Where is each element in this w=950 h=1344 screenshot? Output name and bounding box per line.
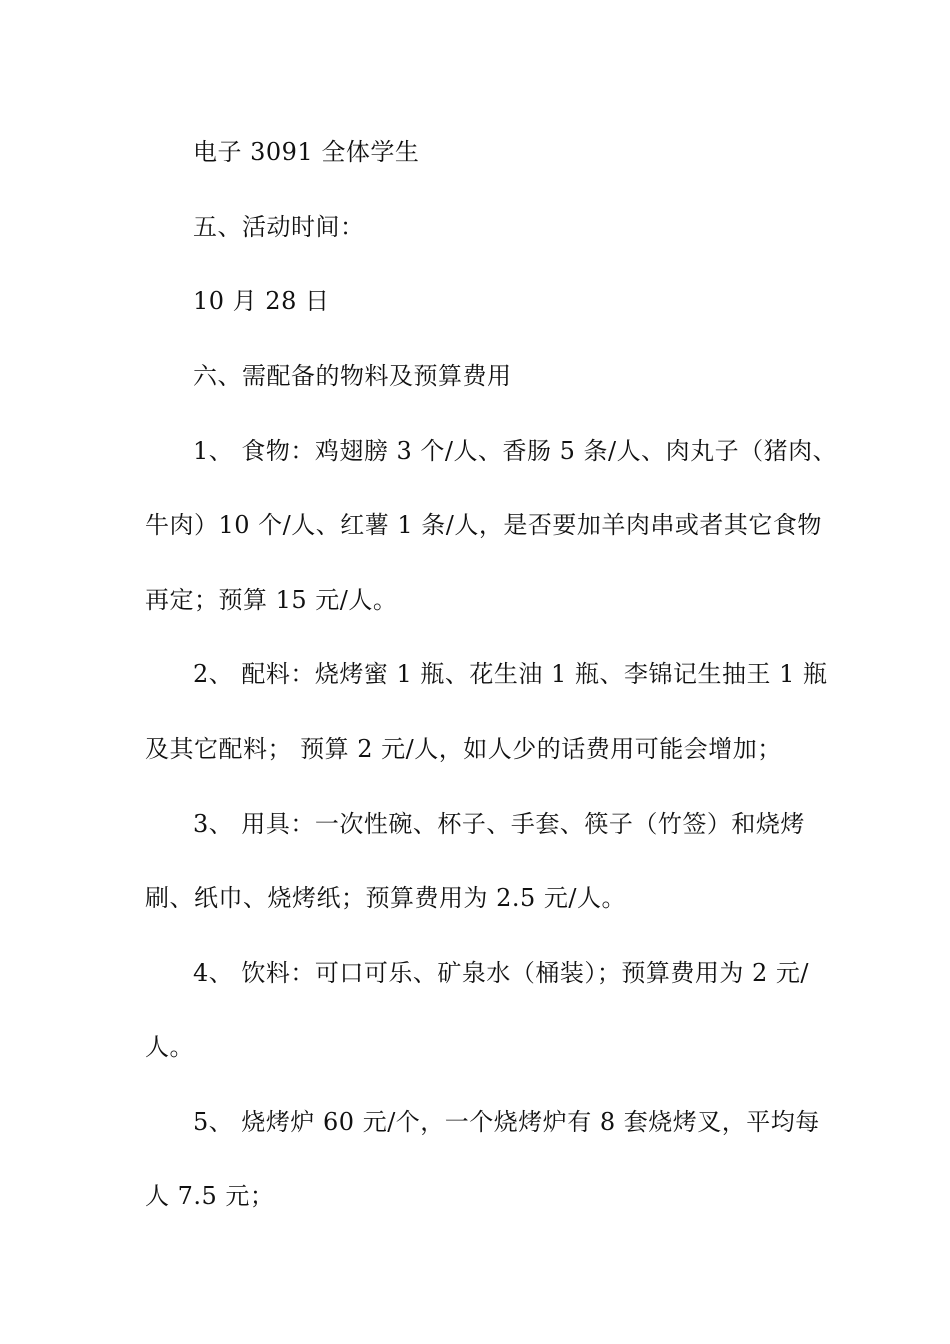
item-2-seasoning-line-1: 2、 配料：烧烤蜜 1 瓶、花生油 1 瓶、李锦记生抽王 1 瓶	[193, 660, 828, 688]
item-5-grill-line-1: 5、 烧烤炉 60 元/个，一个烧烤炉有 8 套烧烤叉，平均每	[193, 1108, 820, 1136]
item-4-drinks-line-2: 人。	[145, 1033, 194, 1061]
section-6-heading: 六、需配备的物料及预算费用	[193, 362, 512, 390]
item-5-grill-line-2: 人 7.5 元；	[145, 1182, 275, 1210]
section-5-heading: 五、活动时间：	[193, 213, 365, 241]
item-4-drinks-line-1: 4、 饮料：可口可乐、矿泉水（桶装）；预算费用为 2 元/	[193, 959, 810, 987]
participants-line: 电子 3091 全体学生	[193, 138, 420, 166]
activity-date: 10 月 28 日	[193, 287, 330, 315]
item-1-food-line-1: 1、 食物：鸡翅膀 3 个/人、香肠 5 条/人、肉丸子（猪肉、	[193, 437, 838, 465]
item-2-seasoning-line-2: 及其它配料； 预算 2 元/人，如人少的话费用可能会增加；	[145, 735, 782, 763]
item-3-utensils-line-1: 3、 用具：一次性碗、杯子、手套、筷子（竹签）和烧烤	[193, 810, 805, 838]
item-1-food-line-3: 再定；预算 15 元/人。	[145, 586, 398, 614]
item-3-utensils-line-2: 刷、纸巾、烧烤纸；预算费用为 2.5 元/人。	[145, 884, 627, 912]
item-1-food-line-2: 牛肉）10 个/人、红薯 1 条/人，是否要加羊肉串或者其它食物	[145, 511, 822, 539]
